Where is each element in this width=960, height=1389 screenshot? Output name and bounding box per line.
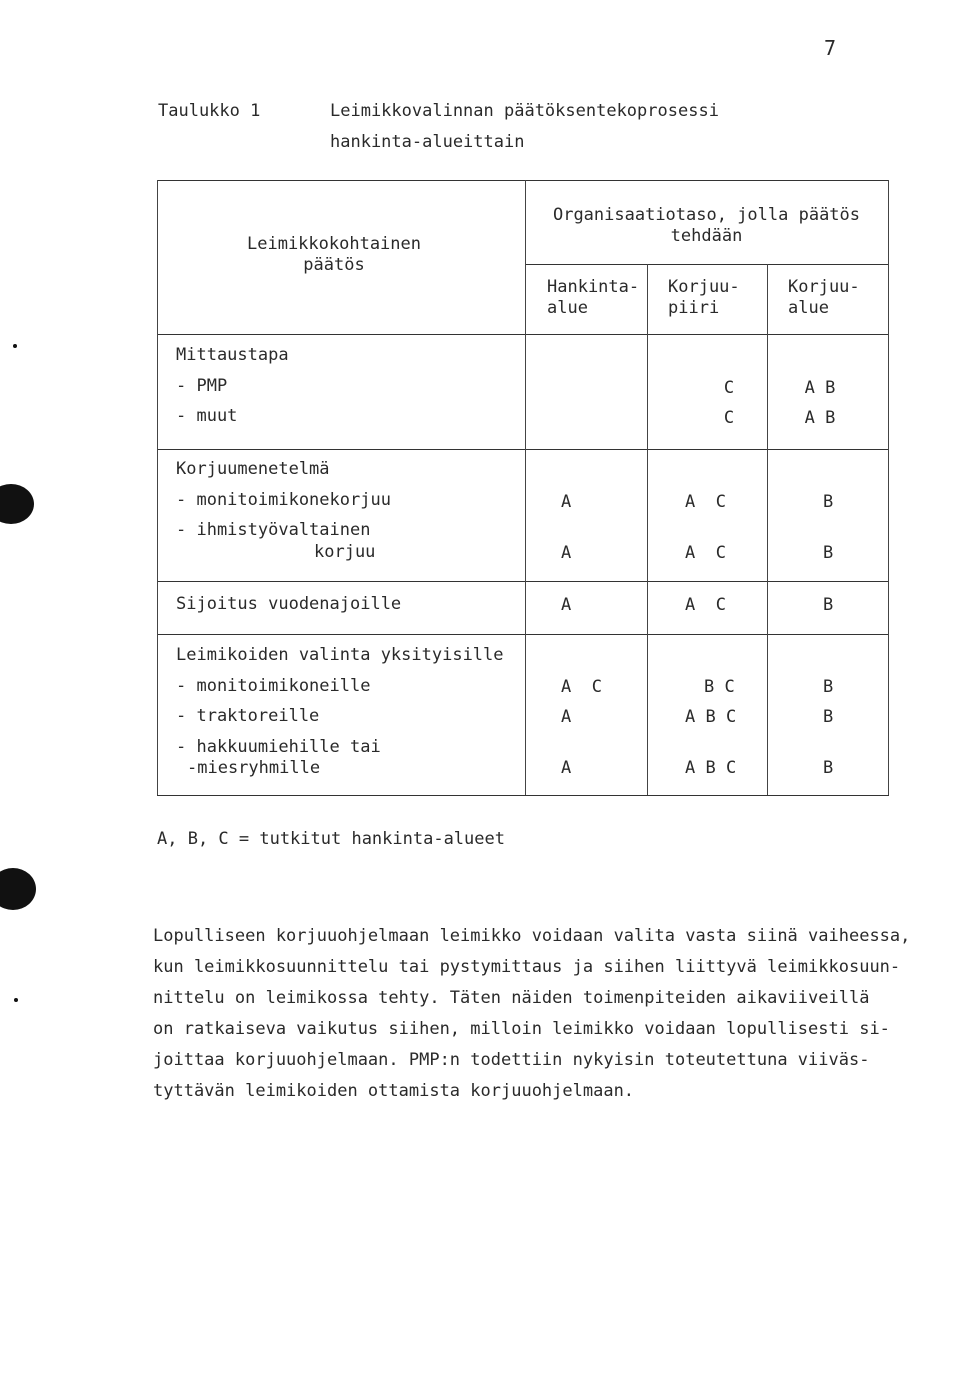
section-title-measurement: Mittaustapa [176, 345, 289, 365]
cell-col3: B [823, 543, 834, 563]
cell-col1: A [561, 543, 572, 563]
col2-header-line2: piiri [668, 298, 720, 318]
table-title-line2: hankinta-alueittain [330, 132, 525, 152]
row-label-continued: -miesryhmille [187, 758, 321, 778]
org-header-line2: tehdään [670, 226, 743, 246]
row-label: Sijoitus vuodenajoille [176, 594, 402, 614]
label-column-divider [525, 180, 526, 795]
row-label: - muut [176, 406, 238, 426]
col3-header-line1: Korjuu- [788, 277, 860, 297]
col3-header-line2: alue [788, 298, 829, 318]
section-divider-1 [157, 449, 889, 450]
row-label: - hakkuumiehille tai [176, 737, 381, 757]
scan-speck [13, 344, 17, 348]
table-title-line1: Leimikkovalinnan päätöksentekoprosessi [330, 101, 719, 121]
cell-col2: A B C [685, 758, 737, 778]
cell-col3: B [823, 595, 834, 615]
cell-col2: A C [685, 543, 726, 563]
cell-col3: A B [804, 408, 836, 428]
paragraph-line: tyttävän leimikoiden ottamista korjuuohjelmaan. [153, 1081, 635, 1101]
paragraph-line: joittaa korjuuohjelmaan. PMP:n todettiin nykyisin toteutettuna viiväs- [153, 1050, 870, 1070]
org-header-line1: Organisaatiotaso, jolla päätös [552, 205, 861, 225]
cell-col3: A B [804, 378, 836, 398]
scan-speck [14, 998, 18, 1002]
table-top-border [157, 180, 889, 181]
cell-col3: B [823, 677, 834, 697]
cell-col2: A C [685, 595, 726, 615]
cell-col1: A [561, 492, 572, 512]
cell-col2: A C [685, 492, 726, 512]
cell-col1: A [561, 707, 572, 727]
punch-hole-mark [0, 868, 36, 910]
col1-header-line2: alue [547, 298, 588, 318]
punch-hole-mark [0, 484, 34, 524]
decision-header-line2: päätös [303, 255, 365, 275]
paragraph-line: Lopulliseen korjuuohjelmaan leimikko voidaan valita vasta siinä vaiheessa, [153, 926, 911, 946]
col1-divider [647, 264, 648, 795]
table-bottom-border [157, 795, 889, 796]
section-title-harvesting-method: Korjuumenetelmä [176, 459, 330, 479]
row-label: - ihmistyövaltainen [176, 520, 371, 540]
decision-header-line1: Leimikkokohtainen [247, 234, 421, 254]
paragraph-line: on ratkaiseva vaikutus siihen, milloin leimikko voidaan lopullisesti si- [153, 1019, 890, 1039]
section-title-private-selection: Leimikoiden valinta yksityisille [176, 645, 504, 665]
row-label: - monitoimikonekorjuu [176, 490, 391, 510]
table-right-border [888, 180, 889, 795]
table-label: Taulukko 1 [158, 101, 261, 121]
cell-col2: A B C [685, 707, 737, 727]
cell-col1: A [561, 758, 572, 778]
row-label: - monitoimikoneille [176, 676, 371, 696]
col2-divider [767, 264, 768, 795]
org-header-divider [525, 264, 889, 265]
section-divider-2 [157, 581, 889, 582]
cell-col3: B [823, 707, 834, 727]
cell-col2: C [723, 378, 735, 398]
col2-header-line1: Korjuu- [668, 277, 740, 297]
col1-header-line1: Hankinta- [547, 277, 640, 297]
cell-col2: B C [704, 677, 735, 697]
paragraph-line: kun leimikkosuunnittelu tai pystymittaus ja siihen liittyvä leimikkosuun- [153, 957, 901, 977]
cell-col1: A C [561, 677, 602, 697]
cell-col3: B [823, 492, 834, 512]
paragraph-line: nittelu on leimikossa tehty. Täten näiden toimenpiteiden aikaviiveillä [153, 988, 870, 1008]
table-left-border [157, 180, 158, 795]
row-label-continued: korjuu [314, 542, 376, 562]
section-divider-3 [157, 634, 889, 635]
header-bottom-border [157, 334, 889, 335]
row-label: - traktoreille [176, 706, 320, 726]
legend: A, B, C = tutkitut hankinta-alueet [157, 829, 505, 849]
row-label: - PMP [176, 376, 228, 396]
cell-col3: B [823, 758, 834, 778]
page-number: 7 [824, 36, 837, 60]
cell-col1: A [561, 595, 572, 615]
cell-col2: C [723, 408, 735, 428]
